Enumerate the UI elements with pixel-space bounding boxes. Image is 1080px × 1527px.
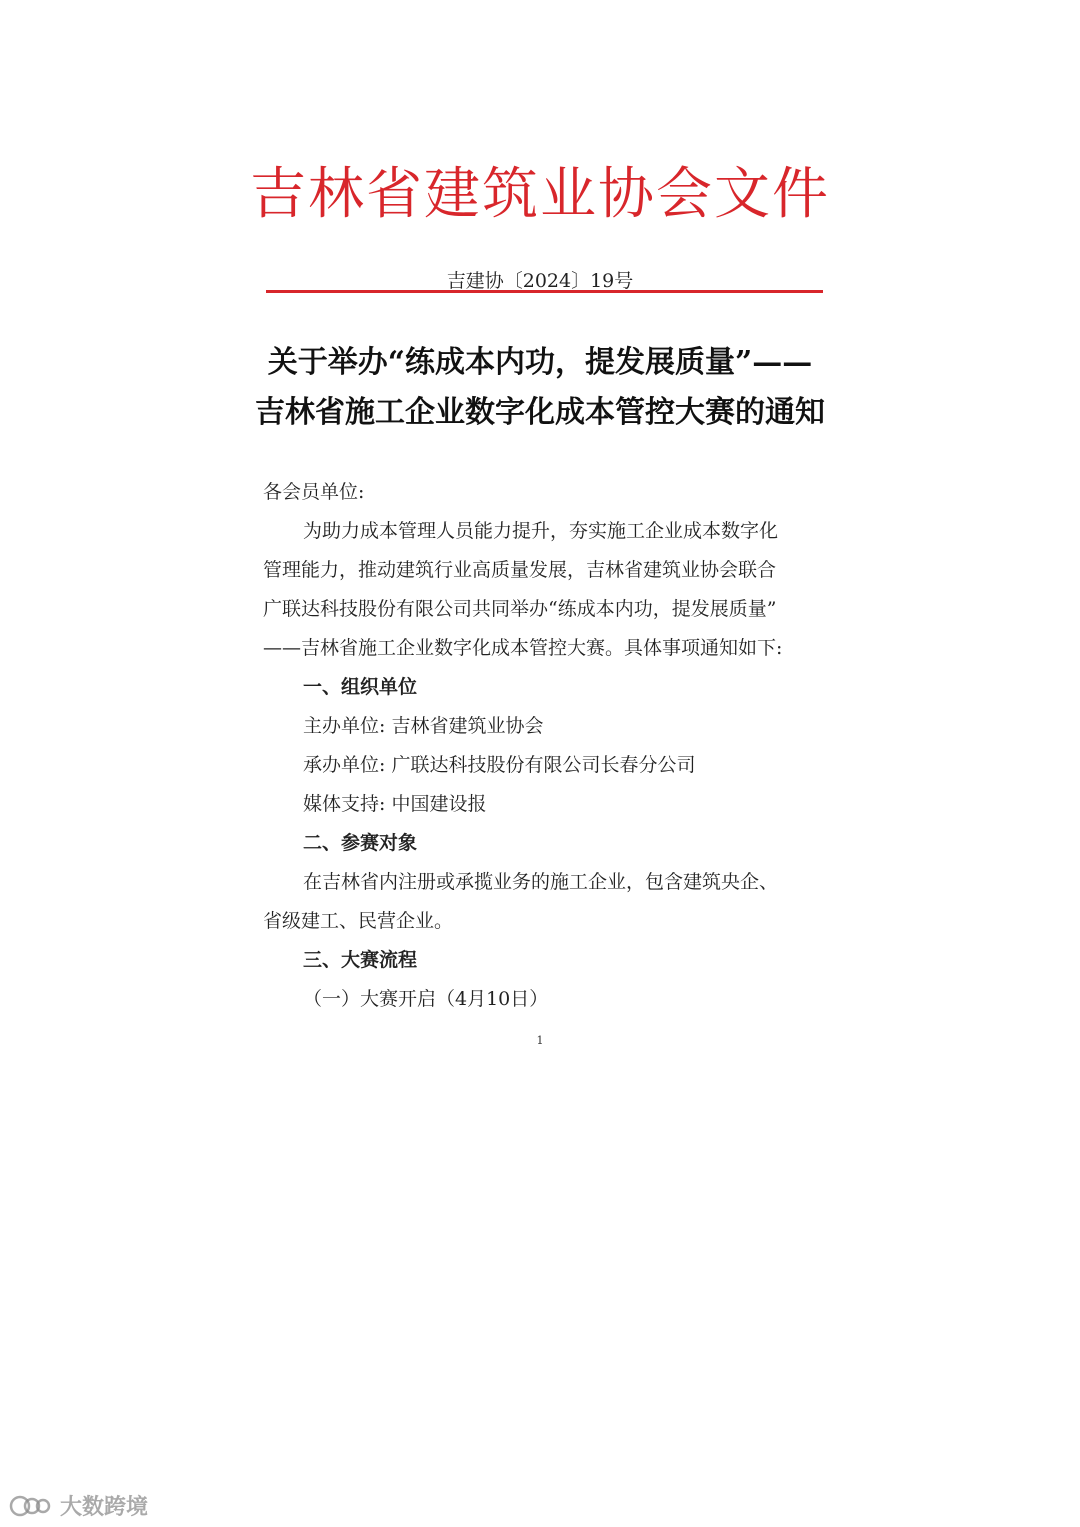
participants-line: 省级建工、民营企业。 — [263, 910, 454, 932]
intro-line: ——吉林省施工企业数字化成本管控大赛。具体事项通知如下: — [263, 637, 783, 659]
organizer-item: 承办单位: 广联达科技股份有限公司长春分公司 — [303, 754, 696, 776]
process-subsection: （一）大赛开启（4月10日） — [303, 988, 549, 1010]
intro-line: 为助力成本管理人员能力提升，夯实施工企业成本数字化 — [303, 520, 779, 542]
page-number: 1 — [536, 1034, 544, 1047]
watermark-logo-icon — [8, 1494, 54, 1518]
organizer-item: 媒体支持: 中国建设报 — [303, 793, 487, 815]
intro-line: 管理能力，推动建筑行业高质量发展，吉林省建筑业协会联合 — [263, 559, 777, 581]
org-header-title: 吉林省建筑业协会文件 — [250, 162, 830, 227]
section-heading-process: 三、大赛流程 — [303, 949, 418, 971]
watermark — [8, 1490, 148, 1521]
document-number: 吉建协〔2024〕19号 — [446, 270, 634, 292]
section-heading-organizers: 一、组织单位 — [303, 676, 418, 698]
watermark-text: 大数跨境 — [60, 1495, 149, 1520]
red-divider — [266, 290, 823, 293]
notice-title-line-1: 关于举办“练成本内功，提发展质量”—— — [267, 345, 813, 380]
notice-title-line-2: 吉林省施工企业数字化成本管控大赛的通知 — [255, 395, 825, 430]
intro-line: 广联达科技股份有限公司共同举办“练成本内功，提发展质量” — [263, 598, 777, 620]
participants-line: 在吉林省内注册或承揽业务的施工企业，包含建筑央企、 — [303, 871, 779, 893]
salutation: 各会员单位: — [263, 481, 365, 503]
section-heading-participants: 二、参赛对象 — [303, 832, 418, 854]
organizer-item: 主办单位: 吉林省建筑业协会 — [303, 715, 544, 737]
